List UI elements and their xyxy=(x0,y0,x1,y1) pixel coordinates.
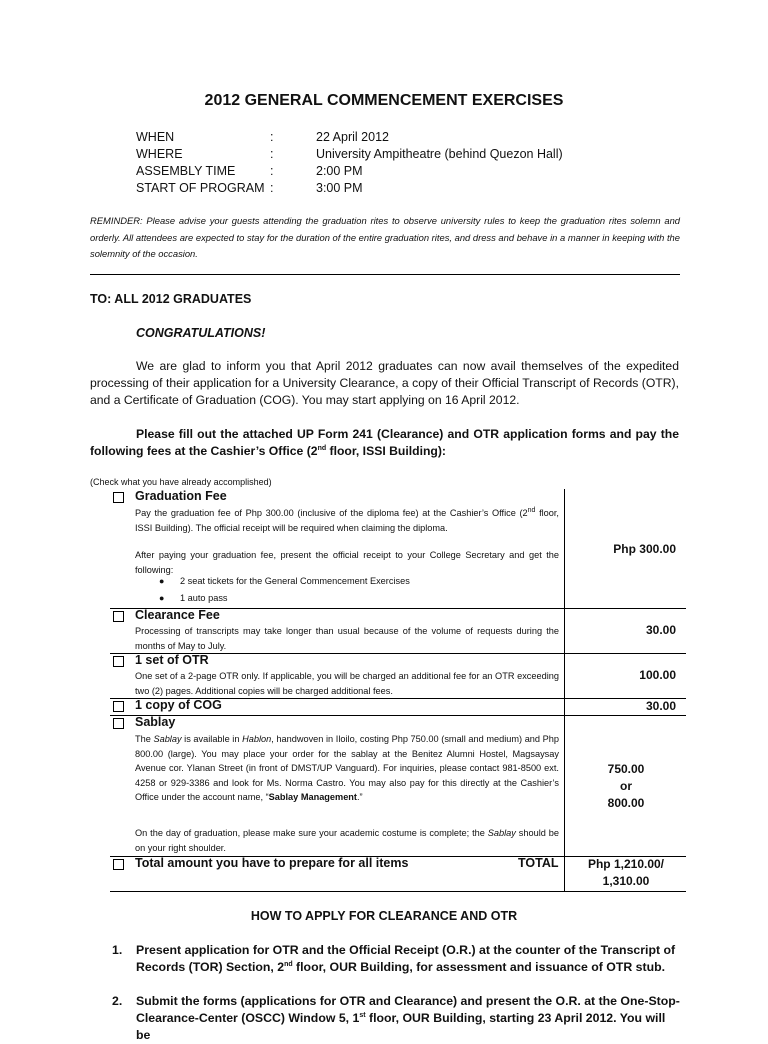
fee-description: One set of a 2-page OTR only. If applicable, you will be charged an additional fee for an OTR exceeding two (2) pages. Additional copies will be charged additional fees. xyxy=(135,671,559,696)
fee-amount: 100.00 xyxy=(639,668,676,682)
cog-checkbox[interactable] xyxy=(113,701,124,712)
fee-description: On the day of graduation, please make sure your academic costume is complete; the Sablay should be on your right shoulder. xyxy=(135,828,560,853)
info-value: University Ampitheatre (behind Quezon Hall) xyxy=(316,147,563,161)
total-description: Total amount you have to prepare for all items xyxy=(135,856,409,870)
info-label: START OF PROGRAM xyxy=(136,181,265,195)
fee-amount: 750.00 xyxy=(607,762,645,776)
total-amount: Php 1,210.00/ xyxy=(587,857,665,871)
fee-amount: 30.00 xyxy=(645,699,676,713)
fee-row-graduation: Graduation Fee Pay the graduation fee of Php 300.00 (inclusive of the diploma fee) at the Cashier’s Office (2nd floor, ISSI Building). The official receipt will be required when claiming the diploma. After paying your graduation fee, present the official receipt to your College Secretary and get the following: ● 2 seat tickets for the General Commencement Exercises ● 1 auto pass Php 300.00 xyxy=(110,489,686,609)
clearance-fee-checkbox[interactable] xyxy=(113,611,124,622)
document-title: 2012 GENERAL COMMENCEMENT EXERCISES xyxy=(204,92,564,109)
fee-row-otr xyxy=(110,653,686,699)
info-label: WHEN xyxy=(136,130,175,144)
sablay-checkbox[interactable] xyxy=(113,718,124,729)
info-value: 2:00 PM xyxy=(316,164,363,178)
step-number: 1. xyxy=(112,943,123,957)
fee-name: 1 set of OTR xyxy=(135,653,209,667)
fee-name: 1 copy of COG xyxy=(135,698,222,712)
step-text: Present application for OTR and the Official Receipt (O.R.) at the counter of the Transcript of Records (TOR) Section, 2nd floor, OUR Building, for assessment and issuance of OTR stub. xyxy=(136,943,676,974)
info-value: 3:00 PM xyxy=(316,181,363,195)
reminder-note: REMINDER: Please advise your guests attending the graduation rites to observe university rules to keep the graduation rites solemn and orderly. All attendees are expected to stay for the duration of the entire graduation rites, and dress and behave in a manner in keeping with the solemnity of the occasion. xyxy=(90,215,680,259)
info-label: WHERE xyxy=(136,147,183,161)
graduation-fee-checkbox[interactable] xyxy=(113,492,124,503)
fee-description: Pay the graduation fee of Php 300.00 (inclusive of the diploma fee) at the Cashier’s Office (2nd floor, ISSI Building). The official receipt will be required when claiming the diploma. xyxy=(135,506,559,533)
info-colon: : xyxy=(270,164,274,178)
fee-name: Graduation Fee xyxy=(135,489,227,503)
check-note: (Check what you have already accomplished) xyxy=(90,477,272,487)
step-number: 2. xyxy=(112,994,123,1008)
total-amount: 1,310.00 xyxy=(602,874,650,888)
info-colon: : xyxy=(270,147,274,161)
info-row-assembly-time xyxy=(136,164,656,181)
fee-description: The Sablay is available in Hablon, handwoven in Iloilo, costing Php 750.00 (small and medium) and Php 800.00 (large). You may place your order for the sablay at the Benitez Alumni Hostel, Magsaysay Avenue cor. Ylanan Street (in front of DMST/UP Vanguard). For inquiries, please contact 981-8500 ext. 4258 or 929-3386 and look for Ms. Norma Castro. You may also pay for this directly at the Cashier’s Office under the account name, “Sablay Management.” xyxy=(135,734,559,802)
info-colon: : xyxy=(270,130,274,144)
info-row-when xyxy=(136,130,656,147)
fee-amount: 30.00 xyxy=(645,623,676,637)
fee-name: Sablay xyxy=(135,715,176,729)
congratulations-heading: CONGRATULATIONS! xyxy=(136,326,266,340)
fee-row-clearance xyxy=(110,608,686,654)
info-value: 22 April 2012 xyxy=(316,130,389,144)
fee-row-total xyxy=(110,856,686,892)
fee-name: Clearance Fee xyxy=(135,608,220,622)
intro-paragraph: We are glad to inform you that April 2012 graduates can now avail themselves of the expedited processing of their application for a University Clearance, a copy of their Official Transcript of Records (OTR), and a Certificate of Graduation (COG). You may start applying on 16 April 2012. xyxy=(90,359,679,407)
info-row-start-of-program xyxy=(136,181,656,198)
fee-amount-or: or xyxy=(620,779,632,793)
total-label: TOTAL xyxy=(518,856,559,870)
otr-checkbox[interactable] xyxy=(113,656,124,667)
fee-amount: Php 300.00 xyxy=(613,542,676,556)
addressee: TO: ALL 2012 GRADUATES xyxy=(90,292,252,306)
divider xyxy=(90,274,680,275)
total-checkbox[interactable] xyxy=(113,859,124,870)
info-colon: : xyxy=(270,181,274,195)
fees-table xyxy=(110,489,686,891)
step-text: Submit the forms (applications for OTR and Clearance) and present the O.R. at the One-Stop-Clearance-Center (OSCC) Window 5, 1st floor, OUR Building, starting 23 April 2012. You will be xyxy=(136,994,680,1042)
info-row-where xyxy=(136,147,656,164)
fee-amount: 800.00 xyxy=(607,796,645,810)
fee-description: Processing of transcripts may take longer than usual because of the volume of requests during the months of May to July. xyxy=(135,626,559,651)
fee-description: After paying your graduation fee, present the official receipt to your College Secretary and get the following: xyxy=(135,550,559,575)
fee-row-sablay xyxy=(110,715,686,857)
fee-row-cog xyxy=(110,698,686,716)
how-to-apply-heading: HOW TO APPLY FOR CLEARANCE AND OTR xyxy=(250,909,518,923)
info-label: ASSEMBLY TIME xyxy=(136,164,236,178)
fees-instruction-paragraph: Please fill out the attached UP Form 241 (Clearance) and OTR application forms and pay the following fees at the Cashier’s Office (2nd floor, ISSI Building): xyxy=(90,427,679,458)
